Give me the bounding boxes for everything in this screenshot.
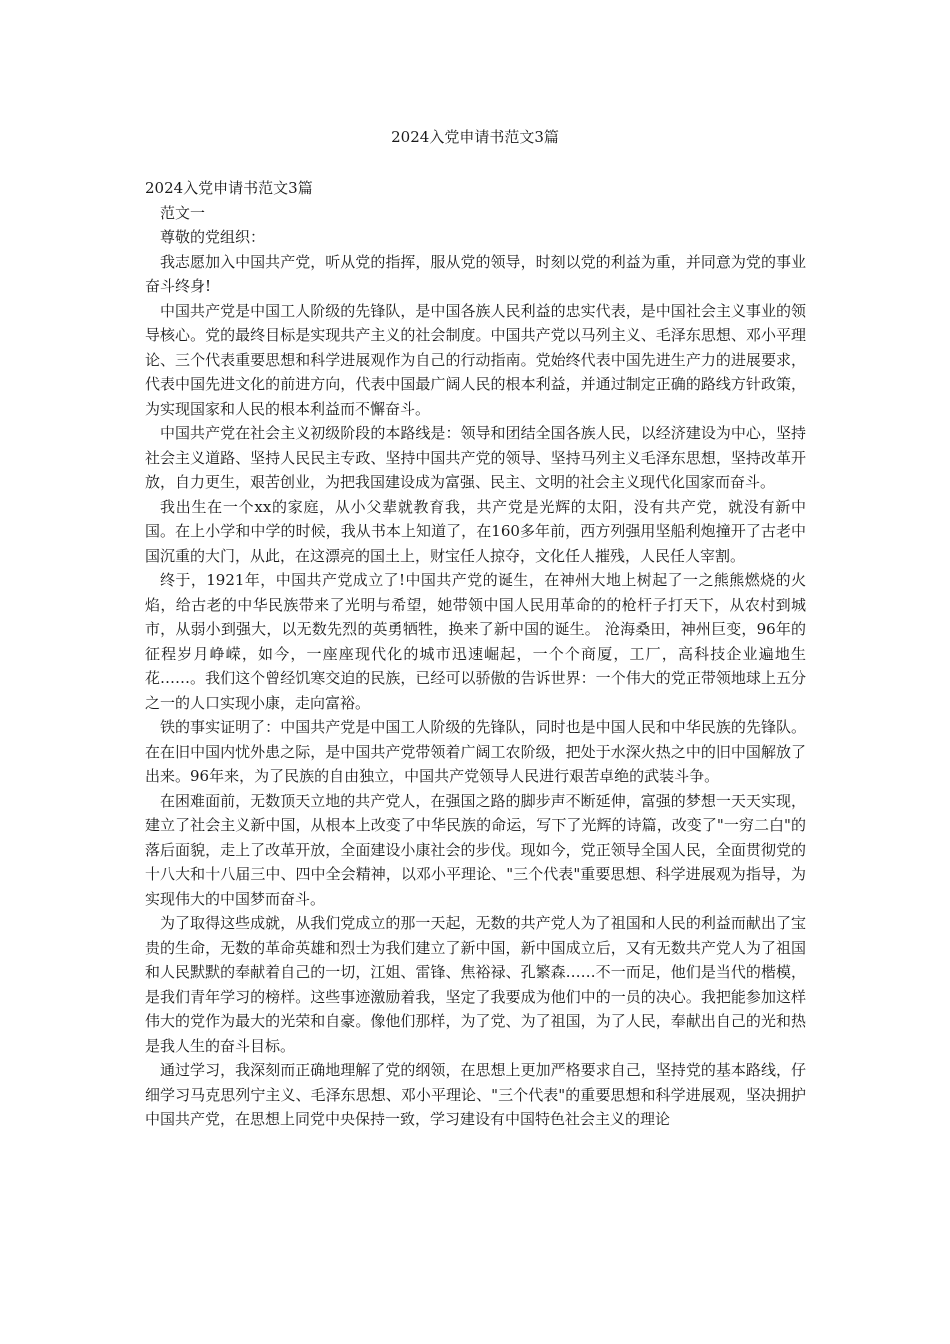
paragraph: 终于，1921年，中国共产党成立了!中国共产党的诞生，在神州大地上树起了一之熊熊燃烧的火焰，给古老的中华民族带来了光明与希望，她带领中国人民用革命的的枪杆子打天下，从农村到城市，从弱小到强大，以无数先烈的英勇牺牲，换来了新中国的诞生。 沧海桑田，神州巨变，96年的征程岁月峥嵘，如今，一座座现代化的城市迅速崛起，一个个商厦，工厂，高科技企业遍地生花……。我们这个曾经饥寒交迫的民族，已经可以骄傲的告诉世界：一个伟大的党正带领地球上五分之一的人口实现小康，走向富裕。 <box>145 571 806 712</box>
paragraph: 中国共产党是中国工人阶级的先锋队，是中国各族人民利益的忠实代表，是中国社会主义事业的领导核心。党的最终目标是实现共产主义的社会制度。中国共产党以马列主义、毛泽东思想、邓小平理论、三个代表重要思想和科学进展观作为自己的行动指南。党始终代表中国先进生产力的进展要求，代表中国先进文化的前进方向，代表中国最广阔人民的根本利益，并通过制定正确的路线方针政策，为实现国家和人民的根本利益而不懈奋斗。 <box>145 301 806 418</box>
paragraph: 中国共产党在社会主义初级阶段的本路线是：领导和团结全国各族人民，以经济建设为中心，坚持社会主义道路、坚持人民民主专政、坚持中国共产党的领导、坚持马列主义毛泽东思想，坚持改革开放，自力更生，艰苦创业，为把我国建设成为富强、民主、文明的社会主义现代化国家而奋斗。 <box>145 424 806 491</box>
document-body <box>145 176 806 1132</box>
paragraph: 我志愿加入中国共产党，听从党的指挥，服从党的领导，时刻以党的利益为重，并同意为党的事业奋斗终身! <box>145 252 806 295</box>
paragraph: 铁的事实证明了：中国共产党是中国工人阶级的先锋队，同时也是中国人民和中华民族的先锋队。在在旧中国内忧外患之际，是中国共产党带领着广阔工农阶级，把处于水深火热之中的旧中国解放了出来。96年来，为了民族的自由独立，中国共产党领导人民进行艰苦卓绝的武装斗争。 <box>145 718 806 785</box>
document-title: 2024入党申请书范文3篇 <box>391 128 559 146</box>
paragraph: 我出生在一个xx的家庭，从小父辈就教育我，共产党是光辉的太阳，没有共产党，就没有新中国。在上小学和中学的时候，我从书本上知道了，在160多年前，西方列强用坚船利炮撞开了古老中国沉重的大门，从此，在这漂亮的国土上，财宝任人掠夺，文化任人摧残，人民任人宰割。 <box>145 497 806 565</box>
document-heading: 2024入党申请书范文3篇 <box>145 179 313 197</box>
salutation: 尊敬的党组织： <box>160 228 266 246</box>
paragraph: 在困难面前，无数顶天立地的共产党人，在强国之路的脚步声不断延伸，富强的梦想一天天实现，建立了社会主义新中国，从根本上改变了中华民族的命运，写下了光辉的诗篇，改变了"一穷二白"的落后面貌，走上了改革开放，全面建设小康社会的步伐。现如今，党正领导全国人民，全面贯彻党的十八大和十八届三中、四中全会精神，以邓小平理论、"三个代表"重要思想、科学进展观为指导，为实现伟大的中国梦而奋斗。 <box>145 791 806 908</box>
section-label: 范文一 <box>160 203 206 222</box>
paragraph: 通过学习，我深刻而正确地理解了党的纲领，在思想上更加严格要求自己，坚持党的基本路线，仔细学习马克思列宁主义、毛泽东思想、邓小平理论、"三个代表"的重要思想和科学进展观，坚决拥护中国共产党，在思想上同党中央保持一致，学习建设有中国特色社会主义的理论 <box>145 1061 806 1128</box>
paragraph: 为了取得这些成就，从我们党成立的那一天起，无数的共产党人为了祖国和人民的利益而献出了宝贵的生命，无数的革命英雄和烈士为我们建立了新中国，新中国成立后，又有无数共产党人为了祖国和人民默默的奉献着自己的一切，江姐、雷锋、焦裕禄、孔繁森……不一而足，他们是当代的楷模，是我们青年学习的榜样。这些事迹激励着我，坚定了我要成为他们中的一员的决心。我把能参加这样伟大的党作为最大的光荣和自豪。像他们那样，为了党、为了祖国，为了人民，奉献出自己的光和热是我人生的奋斗目标。 <box>145 914 806 1055</box>
